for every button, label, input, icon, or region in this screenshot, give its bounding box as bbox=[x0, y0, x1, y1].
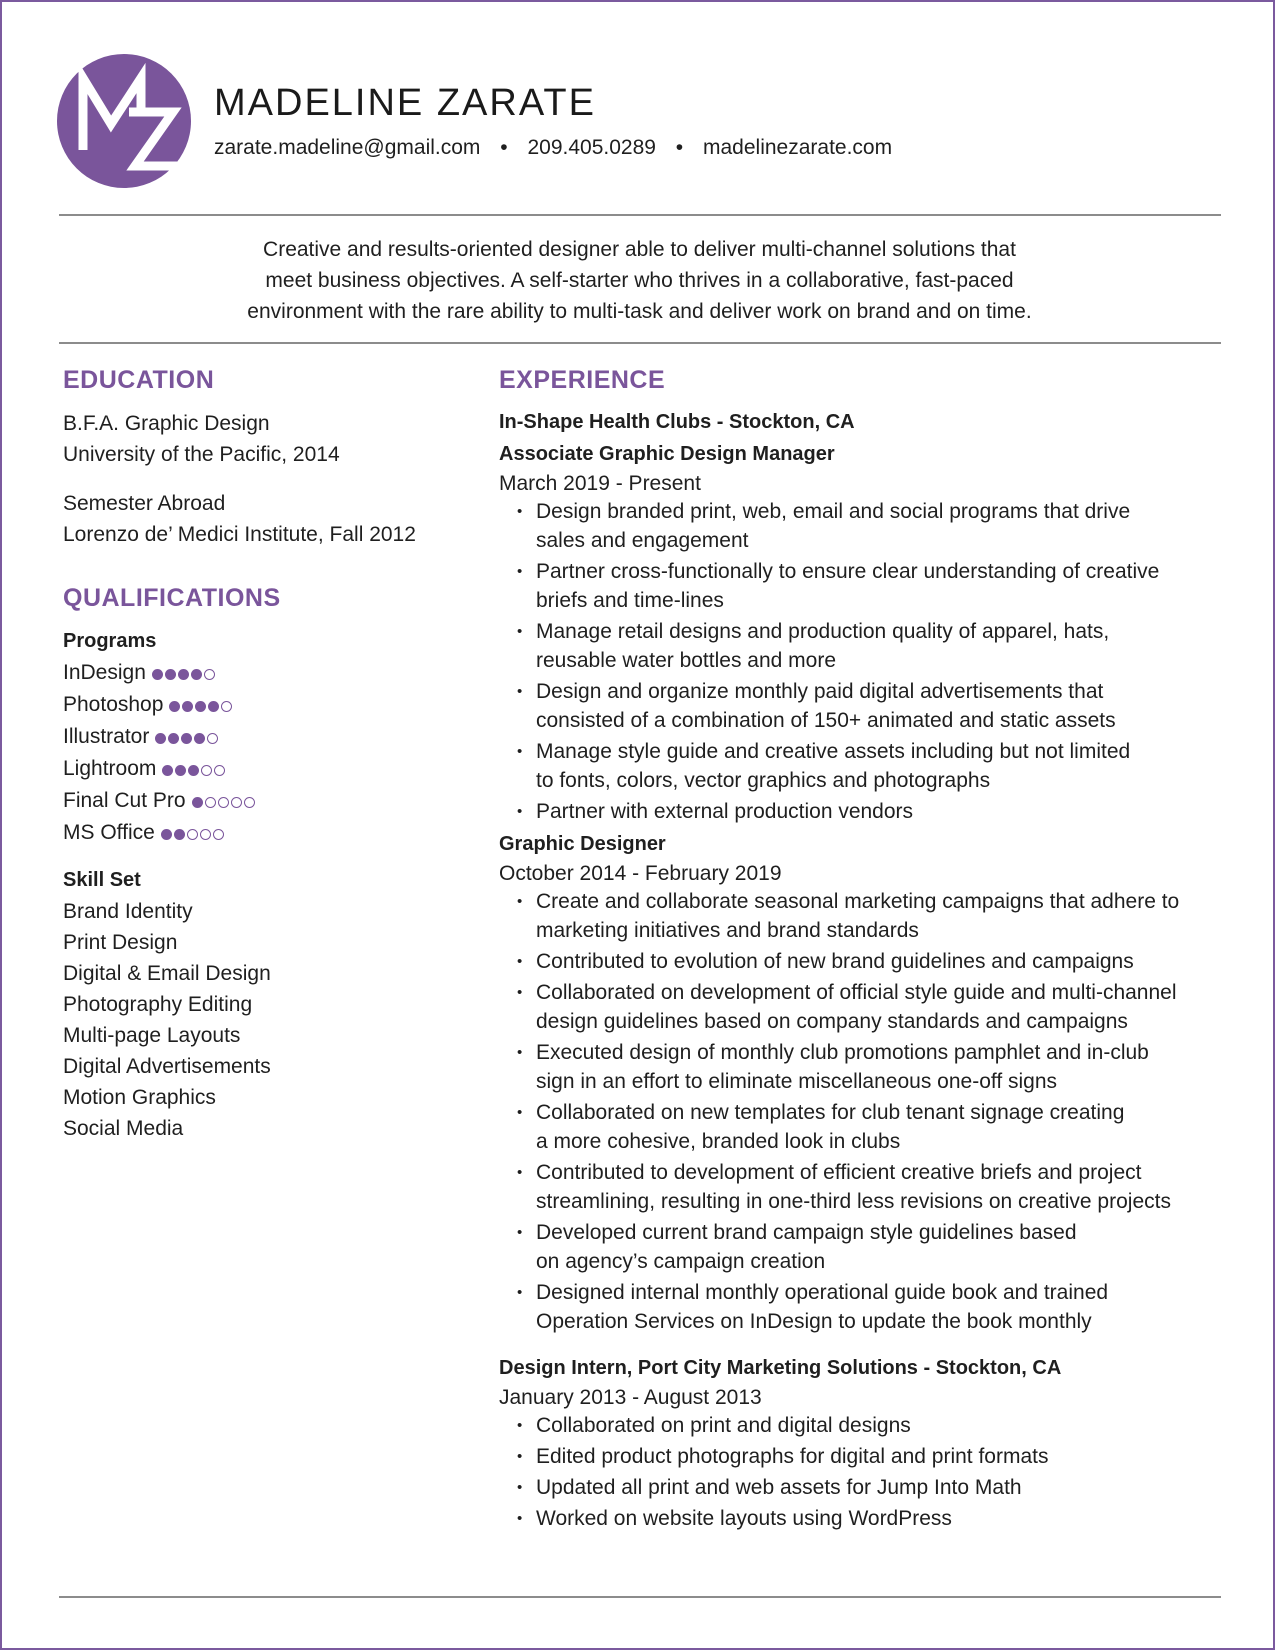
contact-line bbox=[214, 136, 892, 160]
role-title: Graphic Designer bbox=[499, 833, 666, 855]
filled-dot-icon bbox=[165, 669, 176, 680]
bullet-line: • Collaborated on print and digital designs bbox=[536, 1414, 911, 1437]
separator-dot: • bbox=[675, 136, 684, 159]
empty-dot-icon bbox=[204, 669, 215, 680]
bullet-item bbox=[517, 557, 1229, 615]
filled-dot-icon bbox=[194, 733, 205, 744]
bullet-item bbox=[517, 1411, 1229, 1440]
skill-item: Digital & Email Design bbox=[63, 961, 271, 985]
education-entry bbox=[63, 408, 483, 470]
program-name: Photoshop bbox=[63, 692, 164, 716]
role-dates: October 2014 - February 2019 bbox=[499, 862, 782, 885]
bullet-line: design guidelines based on company standards and campaigns bbox=[536, 1010, 1128, 1033]
bullet-line: • Collaborated on new templates for club tenant signage creating bbox=[536, 1101, 1125, 1124]
skill-item: Brand Identity bbox=[63, 899, 193, 923]
bullet-item bbox=[517, 887, 1229, 945]
skill-rating bbox=[192, 786, 257, 817]
bullet-line: sales and engagement bbox=[536, 529, 749, 552]
filled-dot-icon bbox=[182, 701, 193, 712]
skill-rating bbox=[169, 690, 234, 721]
empty-dot-icon bbox=[207, 733, 218, 744]
monogram-logo bbox=[57, 54, 191, 188]
bullet-line: • Contributed to development of efficient creative briefs and project bbox=[536, 1161, 1142, 1184]
bullet-item bbox=[517, 1473, 1229, 1502]
role-bullets bbox=[499, 887, 1229, 1336]
skill-item: Social Media bbox=[63, 1116, 184, 1140]
program-item bbox=[63, 753, 483, 785]
program-name: Final Cut Pro bbox=[63, 788, 186, 812]
empty-dot-icon bbox=[200, 829, 211, 840]
education-degree: B.F.A. Graphic Design bbox=[63, 412, 270, 435]
program-item bbox=[63, 689, 483, 721]
bullet-item bbox=[517, 1442, 1229, 1471]
program-item bbox=[63, 657, 483, 689]
skill-rating bbox=[162, 754, 227, 785]
divider bbox=[59, 214, 1221, 216]
summary-line: meet business objectives. A self-starter who thrives in a collaborative, fast-paced bbox=[265, 269, 1014, 292]
filled-dot-icon bbox=[208, 701, 219, 712]
employer: In-Shape Health Clubs - Stockton, CA bbox=[499, 411, 855, 433]
program-name: MS Office bbox=[63, 820, 155, 844]
education-entry bbox=[63, 488, 483, 550]
programs-label: Programs bbox=[63, 630, 157, 652]
intern-dates: January 2013 - August 2013 bbox=[499, 1386, 762, 1409]
bullet-line: • Designed internal monthly operational guide book and trained bbox=[536, 1281, 1109, 1304]
divider bbox=[59, 342, 1221, 344]
programs-list bbox=[63, 657, 483, 849]
empty-dot-icon bbox=[244, 797, 255, 808]
bullet-line: streamlining, resulting in one-third less revisions on creative projects bbox=[536, 1190, 1171, 1213]
bullet-line: • Worked on website layouts using WordPress bbox=[536, 1507, 952, 1530]
bullet-item bbox=[517, 1278, 1229, 1336]
bullet-line: • Executed design of monthly club promotions pamphlet and in-club bbox=[536, 1041, 1149, 1064]
role-title: Associate Graphic Design Manager bbox=[499, 443, 835, 465]
bullet-line: • Design and organize monthly paid digital advertisements that bbox=[536, 680, 1104, 703]
filled-dot-icon bbox=[188, 765, 199, 776]
summary-line: environment with the rare ability to multi-task and deliver work on brand and on time. bbox=[247, 300, 1032, 323]
program-name: Illustrator bbox=[63, 724, 150, 748]
empty-dot-icon bbox=[231, 797, 242, 808]
bullet-item bbox=[517, 1098, 1229, 1156]
bullet-item bbox=[517, 1218, 1229, 1276]
bullet-item bbox=[517, 1038, 1229, 1096]
program-name: Lightroom bbox=[63, 756, 157, 780]
skill-item: Multi-page Layouts bbox=[63, 1023, 241, 1047]
filled-dot-icon bbox=[174, 829, 185, 840]
bullet-line: a more cohesive, branded look in clubs bbox=[536, 1130, 901, 1153]
filled-dot-icon bbox=[168, 733, 179, 744]
filled-dot-icon bbox=[178, 669, 189, 680]
education-degree: Semester Abroad bbox=[63, 492, 226, 515]
summary bbox=[162, 234, 1117, 327]
filled-dot-icon bbox=[181, 733, 192, 744]
bullet-item bbox=[517, 617, 1229, 675]
right-column bbox=[499, 366, 1229, 1535]
separator-dot: • bbox=[500, 136, 508, 159]
skill-item: Motion Graphics bbox=[63, 1085, 216, 1109]
intern-bullets bbox=[499, 1411, 1229, 1533]
filled-dot-icon bbox=[169, 701, 180, 712]
empty-dot-icon bbox=[201, 765, 212, 776]
role-dates: March 2019 - Present bbox=[499, 472, 701, 495]
bullet-item bbox=[517, 1158, 1229, 1216]
bullet-line: consisted of a combination of 150+ animated and static assets bbox=[536, 709, 1116, 732]
bullet-line: • Partner with external production vendors bbox=[536, 800, 914, 823]
skills-list bbox=[63, 896, 483, 1144]
filled-dot-icon bbox=[152, 669, 163, 680]
bullet-item bbox=[517, 677, 1229, 735]
skill-item: Print Design bbox=[63, 930, 178, 954]
bullet-line: • Contributed to evolution of new brand guidelines and campaigns bbox=[536, 950, 1134, 973]
empty-dot-icon bbox=[187, 829, 198, 840]
filled-dot-icon bbox=[192, 797, 203, 808]
skill-rating bbox=[152, 658, 217, 689]
bullet-item bbox=[517, 797, 1229, 826]
bullet-line: • Developed current brand campaign style guidelines based bbox=[536, 1221, 1077, 1244]
education-school: University of the Pacific, 2014 bbox=[63, 443, 340, 466]
empty-dot-icon bbox=[221, 701, 232, 712]
program-item bbox=[63, 721, 483, 753]
bullet-item bbox=[517, 978, 1229, 1036]
skill-rating bbox=[161, 818, 226, 849]
bullet-line: on agency’s campaign creation bbox=[536, 1250, 826, 1273]
bullet-line: • Manage style guide and creative assets including but not limited bbox=[536, 740, 1131, 763]
bullet-item bbox=[517, 1504, 1229, 1533]
education-heading: EDUCATION bbox=[63, 366, 215, 394]
skill-item: Photography Editing bbox=[63, 992, 253, 1016]
bullet-line: to fonts, colors, vector graphics and photographs bbox=[536, 769, 991, 792]
empty-dot-icon bbox=[214, 765, 225, 776]
bullet-line: marketing initiatives and brand standards bbox=[536, 919, 919, 942]
summary-line: Creative and results-oriented designer able to deliver multi-channel solutions that bbox=[263, 238, 1016, 261]
skill-item: Digital Advertisements bbox=[63, 1054, 271, 1078]
bullet-line: • Design branded print, web, email and social programs that drive bbox=[536, 500, 1131, 523]
empty-dot-icon bbox=[205, 797, 216, 808]
bullet-line: • Updated all print and web assets for Jump Into Math bbox=[536, 1476, 1022, 1499]
empty-dot-icon bbox=[213, 829, 224, 840]
filled-dot-icon bbox=[175, 765, 186, 776]
intern-title: Design Intern, Port City Marketing Solutions - Stockton, CA bbox=[499, 1357, 1062, 1379]
email-link[interactable]: zarate.madeline@gmail.com bbox=[214, 136, 481, 159]
bullet-line: sign in an effort to eliminate miscellaneous one-off signs bbox=[536, 1070, 1058, 1093]
role-bullets bbox=[499, 497, 1229, 826]
filled-dot-icon bbox=[155, 733, 166, 744]
mz-monogram-icon bbox=[57, 54, 191, 188]
filled-dot-icon bbox=[161, 829, 172, 840]
filled-dot-icon bbox=[195, 701, 206, 712]
candidate-name: MADELINE ZARATE bbox=[214, 82, 596, 124]
program-name: InDesign bbox=[63, 661, 146, 684]
bullet-line: • Manage retail designs and production quality of apparel, hats, bbox=[536, 620, 1110, 643]
skill-rating bbox=[155, 722, 220, 753]
bullet-line: • Collaborated on development of official style guide and multi-channel bbox=[536, 981, 1177, 1004]
empty-dot-icon bbox=[218, 797, 229, 808]
bullet-line: • Edited product photographs for digital and print formats bbox=[536, 1445, 1049, 1468]
website-link[interactable]: madelinezarate.com bbox=[703, 136, 893, 159]
bullet-line: Operation Services on InDesign to update the book monthly bbox=[536, 1310, 1092, 1333]
experience-heading: EXPERIENCE bbox=[499, 366, 666, 394]
phone-number[interactable]: 209.405.0289 bbox=[527, 136, 656, 159]
skill-set-label: Skill Set bbox=[63, 868, 141, 891]
left-column bbox=[63, 366, 483, 1144]
qualifications-heading: QUALIFICATIONS bbox=[63, 584, 281, 612]
bullet-item bbox=[517, 737, 1229, 795]
program-item bbox=[63, 817, 483, 849]
bullet-line: briefs and time-lines bbox=[536, 589, 724, 612]
filled-dot-icon bbox=[162, 765, 173, 776]
education-school: Lorenzo de’ Medici Institute, Fall 2012 bbox=[63, 523, 416, 546]
filled-dot-icon bbox=[191, 669, 202, 680]
bullet-item bbox=[517, 497, 1229, 555]
bullet-item bbox=[517, 947, 1229, 976]
bullet-line: reusable water bottles and more bbox=[536, 649, 836, 672]
program-item bbox=[63, 785, 483, 817]
bullet-line: • Create and collaborate seasonal marketing campaigns that adhere to bbox=[536, 890, 1180, 913]
bullet-line: • Partner cross-functionally to ensure clear understanding of creative bbox=[536, 560, 1160, 583]
divider bbox=[59, 1596, 1221, 1598]
